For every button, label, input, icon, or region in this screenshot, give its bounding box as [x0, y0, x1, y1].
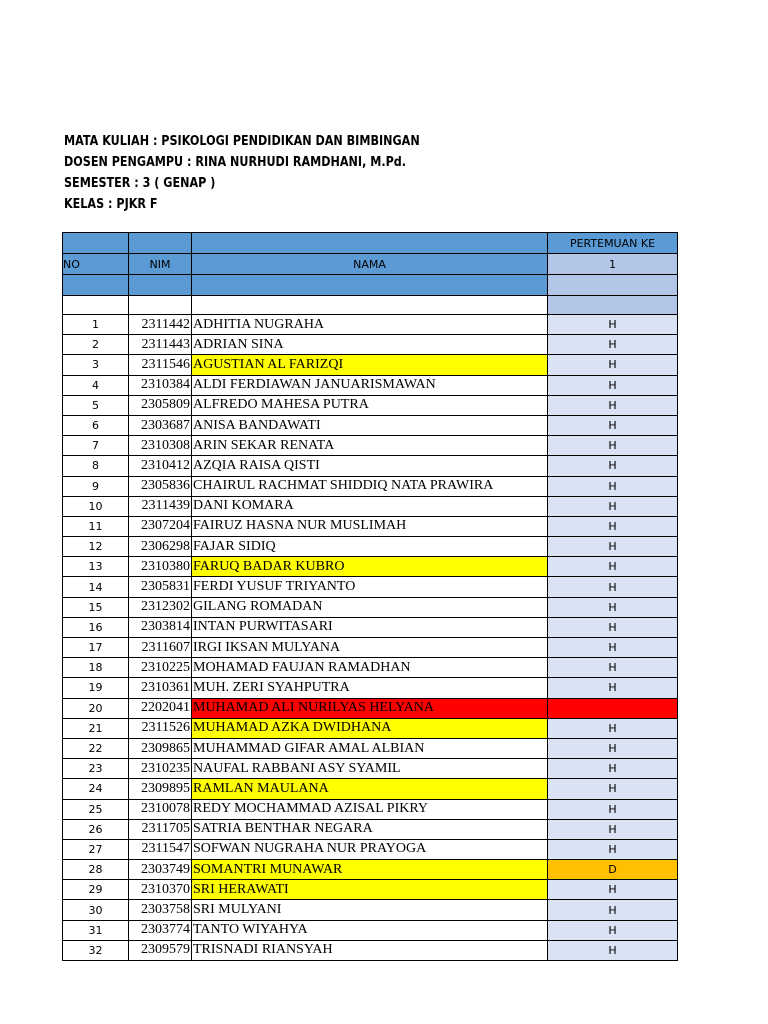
nim-cell[interactable]: 2311526	[129, 718, 192, 738]
table-row	[63, 799, 678, 819]
attendance-cell[interactable]: H	[548, 496, 678, 516]
row-number-cell[interactable]: 1	[63, 315, 129, 335]
row-number-cell[interactable]: 15	[63, 597, 129, 617]
header-cell-empty[interactable]	[63, 275, 129, 296]
attendance-cell[interactable]: H	[548, 597, 678, 617]
student-name-cell[interactable]: FERDI YUSUF TRIYANTO	[192, 577, 548, 597]
table-row	[63, 395, 678, 415]
nim-cell[interactable]: 2311442	[129, 315, 192, 335]
student-name-cell[interactable]: SOMANTRI MUNAWAR	[192, 860, 548, 880]
nim-cell[interactable]: 2310078	[129, 799, 192, 819]
student-name-cell[interactable]: TRISNADI RIANSYAH	[192, 940, 548, 960]
student-name-cell[interactable]: ALDI FERDIAWAN JANUARISMAWAN	[192, 375, 548, 395]
attendance-cell[interactable]: H	[548, 718, 678, 738]
header-cell-empty[interactable]	[63, 233, 129, 254]
attendance-table	[62, 232, 678, 961]
nim-cell[interactable]: 2307204	[129, 516, 192, 536]
student-name-cell[interactable]: MOHAMAD FAUJAN RAMADHAN	[192, 658, 548, 678]
nim-cell[interactable]: 2310308	[129, 436, 192, 456]
table-row	[63, 718, 678, 738]
spacer-cell[interactable]	[129, 296, 192, 315]
row-number-cell[interactable]: 23	[63, 759, 129, 779]
attendance-cell[interactable]: H	[548, 900, 678, 920]
attendance-cell[interactable]: H	[548, 577, 678, 597]
row-number-cell[interactable]: 3	[63, 355, 129, 375]
table-row	[63, 779, 678, 799]
table-row	[63, 698, 678, 718]
student-name-cell[interactable]: FARUQ BADAR KUBRO	[192, 557, 548, 577]
attendance-cell[interactable]: H	[548, 658, 678, 678]
student-name-cell[interactable]: MUH. ZERI SYAHPUTRA	[192, 678, 548, 698]
header-cell-empty[interactable]	[129, 275, 192, 296]
student-name-cell[interactable]: TANTO WIYAHYA	[192, 920, 548, 940]
attendance-cell[interactable]: H	[548, 799, 678, 819]
table-row	[63, 496, 678, 516]
column-header-no[interactable]: NO	[63, 254, 129, 275]
table-row	[63, 557, 678, 577]
class-label: KELAS : PJKR F	[64, 197, 158, 212]
attendance-cell[interactable]: H	[548, 335, 678, 355]
student-name-cell[interactable]: NAUFAL RABBANI ASY SYAMIL	[192, 759, 548, 779]
header-row-blank	[63, 275, 678, 296]
column-header-nama[interactable]: NAMA	[192, 254, 548, 275]
nim-cell[interactable]: 2310384	[129, 375, 192, 395]
nim-cell[interactable]: 2306298	[129, 537, 192, 557]
student-name-cell[interactable]: DANI KOMARA	[192, 496, 548, 516]
row-number-cell[interactable]: 14	[63, 577, 129, 597]
row-number-cell[interactable]: 29	[63, 880, 129, 900]
table-row	[63, 436, 678, 456]
nim-cell[interactable]: 2310370	[129, 880, 192, 900]
attendance-cell[interactable]: H	[548, 920, 678, 940]
attendance-cell[interactable]: H	[548, 617, 678, 637]
table-row	[63, 900, 678, 920]
header-row-columns	[63, 254, 678, 275]
table-row	[63, 315, 678, 335]
header-cell-empty[interactable]	[192, 233, 548, 254]
nim-cell[interactable]: 2305831	[129, 577, 192, 597]
attendance-cell[interactable]: H	[548, 537, 678, 557]
attendance-cell[interactable]: H	[548, 355, 678, 375]
nim-cell[interactable]: 2310412	[129, 456, 192, 476]
row-number-cell[interactable]: 9	[63, 476, 129, 496]
table-row	[63, 476, 678, 496]
course-title: MATA KULIAH : PSIKOLOGI PENDIDIKAN DAN BIMBINGAN	[64, 134, 420, 149]
row-number-cell[interactable]: 20	[63, 698, 129, 718]
row-number-cell[interactable]: 10	[63, 496, 129, 516]
row-number-cell[interactable]: 12	[63, 537, 129, 557]
row-number-cell[interactable]: 8	[63, 456, 129, 476]
nim-cell[interactable]: 2312302	[129, 597, 192, 617]
row-number-cell[interactable]: 32	[63, 940, 129, 960]
nim-cell[interactable]: 2310361	[129, 678, 192, 698]
student-name-cell[interactable]: MUHAMAD AZKA DWIDHANA	[192, 718, 548, 738]
attendance-cell[interactable]: H	[548, 557, 678, 577]
attendance-cell[interactable]: H	[548, 415, 678, 435]
student-name-cell[interactable]: ALFREDO MAHESA PUTRA	[192, 395, 548, 415]
row-number-cell[interactable]: 13	[63, 557, 129, 577]
table-row	[63, 759, 678, 779]
table-row	[63, 658, 678, 678]
attendance-cell[interactable]: H	[548, 375, 678, 395]
row-number-cell[interactable]: 2	[63, 335, 129, 355]
row-number-cell[interactable]: 21	[63, 718, 129, 738]
nim-cell[interactable]: 2305809	[129, 395, 192, 415]
attendance-cell[interactable]: H	[548, 940, 678, 960]
document-header	[64, 131, 478, 215]
table-row	[63, 738, 678, 758]
nim-cell[interactable]: 2309865	[129, 738, 192, 758]
nim-cell[interactable]: 2311547	[129, 839, 192, 859]
table-row	[63, 617, 678, 637]
attendance-cell[interactable]: H	[548, 819, 678, 839]
table-row	[63, 920, 678, 940]
nim-cell[interactable]: 2303758	[129, 900, 192, 920]
attendance-cell[interactable]: H	[548, 839, 678, 859]
header-cell-empty[interactable]	[129, 233, 192, 254]
nim-cell[interactable]: 2309895	[129, 779, 192, 799]
student-name-cell[interactable]: INTAN PURWITASARI	[192, 617, 548, 637]
table-row	[63, 456, 678, 476]
nim-cell[interactable]: 2311705	[129, 819, 192, 839]
header-cell-empty[interactable]	[192, 275, 548, 296]
attendance-cell[interactable]: H	[548, 456, 678, 476]
lecturer-name: DOSEN PENGAMPU : RINA NURHUDI RAMDHANI, M.Pd.	[64, 155, 407, 170]
student-name-cell[interactable]: ADHITIA NUGRAHA	[192, 315, 548, 335]
student-name-cell[interactable]: SOFWAN NUGRAHA NUR PRAYOGA	[192, 839, 548, 859]
row-number-cell[interactable]: 16	[63, 617, 129, 637]
student-name-cell[interactable]: FAIRUZ HASNA NUR MUSLIMAH	[192, 516, 548, 536]
student-name-cell[interactable]: REDY MOCHAMMAD AZISAL PIKRY	[192, 799, 548, 819]
attendance-cell[interactable]: H	[548, 476, 678, 496]
table-row	[63, 880, 678, 900]
student-name-cell[interactable]: ADRIAN SINA	[192, 335, 548, 355]
row-number-cell[interactable]: 31	[63, 920, 129, 940]
header-row-top	[63, 233, 678, 254]
row-number-cell[interactable]: 18	[63, 658, 129, 678]
student-name-cell[interactable]: SRI MULYANI	[192, 900, 548, 920]
header-cell-empty[interactable]	[548, 275, 678, 296]
student-name-cell[interactable]: CHAIRUL RACHMAT SHIDDIQ NATA PRAWIRA	[192, 476, 548, 496]
nim-cell[interactable]: 2303687	[129, 415, 192, 435]
attendance-cell[interactable]: H	[548, 880, 678, 900]
nim-cell[interactable]: 2303749	[129, 860, 192, 880]
row-number-cell[interactable]: 4	[63, 375, 129, 395]
row-number-cell[interactable]: 30	[63, 900, 129, 920]
table-row	[63, 415, 678, 435]
attendance-cell[interactable]: H	[548, 779, 678, 799]
student-name-cell[interactable]: IRGI IKSAN MULYANA	[192, 638, 548, 658]
table-row	[63, 577, 678, 597]
spacer-cell[interactable]	[63, 296, 129, 315]
nim-cell[interactable]: 2311439	[129, 496, 192, 516]
row-number-cell[interactable]: 25	[63, 799, 129, 819]
nim-cell[interactable]: 2311546	[129, 355, 192, 375]
table-row	[63, 678, 678, 698]
table-row	[63, 819, 678, 839]
nim-cell[interactable]: 2303774	[129, 920, 192, 940]
nim-cell[interactable]: 2309579	[129, 940, 192, 960]
student-name-cell[interactable]: ANISA BANDAWATI	[192, 415, 548, 435]
table-row	[63, 335, 678, 355]
student-name-cell[interactable]: MUHAMMAD GIFAR AMAL ALBIAN	[192, 738, 548, 758]
attendance-cell[interactable]: H	[548, 638, 678, 658]
nim-cell[interactable]: 2310225	[129, 658, 192, 678]
attendance-cell[interactable]: H	[548, 315, 678, 335]
student-name-cell[interactable]: RAMLAN MAULANA	[192, 779, 548, 799]
row-number-cell[interactable]: 17	[63, 638, 129, 658]
nim-cell[interactable]: 2311443	[129, 335, 192, 355]
nim-cell[interactable]: 2305836	[129, 476, 192, 496]
attendance-cell[interactable]: H	[548, 436, 678, 456]
row-number-cell[interactable]: 11	[63, 516, 129, 536]
row-number-cell[interactable]: 7	[63, 436, 129, 456]
row-number-cell[interactable]: 24	[63, 779, 129, 799]
row-number-cell[interactable]: 26	[63, 819, 129, 839]
spacer-cell[interactable]	[192, 296, 548, 315]
table-row	[63, 940, 678, 960]
nim-cell[interactable]: 2310380	[129, 557, 192, 577]
table-row	[63, 516, 678, 536]
row-number-cell[interactable]: 19	[63, 678, 129, 698]
table-row	[63, 375, 678, 395]
semester-label: SEMESTER : 3 ( GENAP )	[64, 176, 216, 191]
nim-cell[interactable]: 2311607	[129, 638, 192, 658]
student-name-cell[interactable]: AGUSTIAN AL FARIZQI	[192, 355, 548, 375]
table-row	[63, 839, 678, 859]
student-name-cell[interactable]: ARIN SEKAR RENATA	[192, 436, 548, 456]
attendance-cell[interactable]: D	[548, 860, 678, 880]
spacer-cell[interactable]	[548, 296, 678, 315]
nim-cell[interactable]: 2310235	[129, 759, 192, 779]
table-row	[63, 860, 678, 880]
student-name-cell[interactable]: FAJAR SIDIQ	[192, 537, 548, 557]
student-name-cell[interactable]: MUHAMAD ALI NURILYAS HELYANA	[192, 698, 548, 718]
row-number-cell[interactable]: 27	[63, 839, 129, 859]
student-name-cell[interactable]: GILANG ROMADAN	[192, 597, 548, 617]
row-number-cell[interactable]: 22	[63, 738, 129, 758]
row-number-cell[interactable]: 5	[63, 395, 129, 415]
spacer-row	[63, 296, 678, 315]
attendance-cell[interactable]	[548, 698, 678, 718]
attendance-cell[interactable]: H	[548, 759, 678, 779]
table-row	[63, 638, 678, 658]
nim-cell[interactable]: 2303814	[129, 617, 192, 637]
row-number-cell[interactable]: 6	[63, 415, 129, 435]
table-row	[63, 537, 678, 557]
pertemuan-number[interactable]: 1	[548, 254, 678, 275]
attendance-cell[interactable]: H	[548, 516, 678, 536]
attendance-cell[interactable]: H	[548, 678, 678, 698]
student-name-cell[interactable]: SATRIA BENTHAR NEGARA	[192, 819, 548, 839]
student-name-cell[interactable]: SRI HERAWATI	[192, 880, 548, 900]
nim-cell[interactable]: 2202041	[129, 698, 192, 718]
row-number-cell[interactable]: 28	[63, 860, 129, 880]
attendance-cell[interactable]: H	[548, 738, 678, 758]
column-header-nim[interactable]: NIM	[129, 254, 192, 275]
table-row	[63, 355, 678, 375]
student-name-cell[interactable]: AZQIA RAISA QISTI	[192, 456, 548, 476]
pertemuan-header[interactable]: PERTEMUAN KE	[548, 233, 678, 254]
table-row	[63, 597, 678, 617]
attendance-cell[interactable]: H	[548, 395, 678, 415]
